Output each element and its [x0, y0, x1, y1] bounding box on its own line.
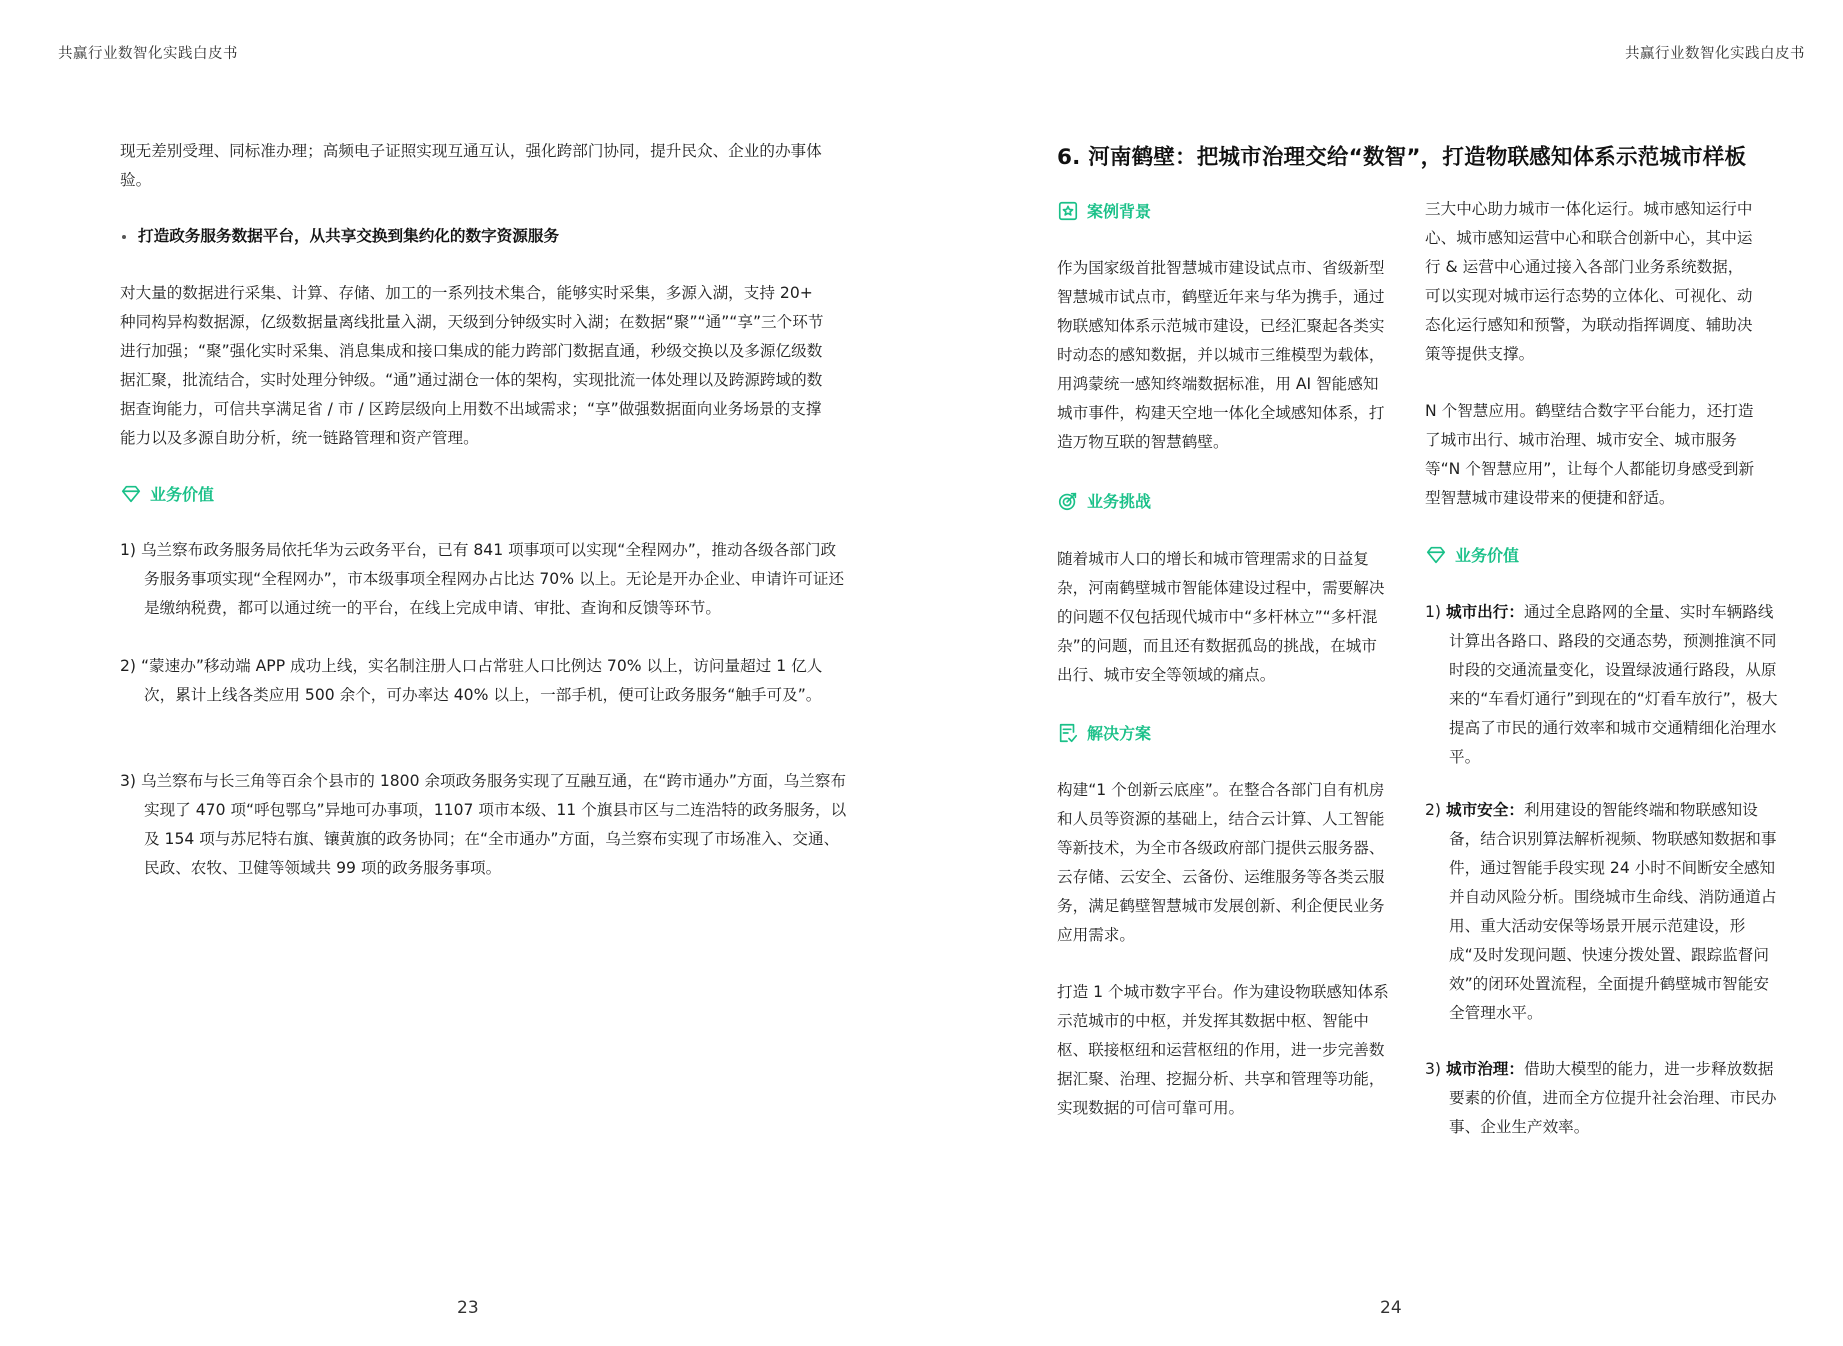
list-item: 1) 乌兰察布政务服务局依托华为云政务平台，已有 841 项事项可以实现“全程网办”，推动各级各部门政务服务事项实现“全程网办”，市本级事项全程网办占比达 70% 以上。无论是开办企业、申请许可证还是缴纳税费，都可以通过统一的平台，在线上完成申请、审批、查询和反馈等环节。	[120, 541, 845, 617]
list-item: 3) 乌兰察布与长三角等百余个县市的 1800 余项政务服务实现了互融互通，在“跨市通办”方面，乌兰察布实现了 470 项“呼包鄂乌”异地可办事项，1107 项市本级、11 个旗县市区与二连浩特的政务服务，以及 154 项与苏尼特右旗、镶黄旗的政务协同；在“全市通办”方面，乌兰察布实现了市场准入、交通、民政、农牧、卫健等领域共 99 项的政务服务事项。	[120, 772, 847, 877]
section-title: 业务价值	[1455, 546, 1520, 565]
bullet-dot	[122, 235, 126, 239]
diamond-icon	[1425, 544, 1447, 566]
continuation-paragraph: 现无差别受理、同标准办理；高频电子证照实现互通互认，强化跨部门协同，提升民众、企业的办事体验。	[120, 142, 822, 189]
list-item-number: 1)	[1425, 603, 1446, 621]
list-item-text: 通过全息路网的全量、实时车辆路线计算出各路口、路段的交通态势，预测推演不同时段的交通流量变化，设置绿波通行路段，从原来的“车看灯通行”到现在的“灯看车放行”，极大提高了市民的通行效率和城市交通精细化治理水平。	[1449, 603, 1778, 766]
list-item-text: 借助大模型的能力，进一步释放数据要素的价值，进而全方位提升社会治理、市民办事、企业生产效率。	[1449, 1060, 1777, 1136]
bullet-heading-text: 打造政务服务数据平台，从共享交换到集约化的数字资源服务	[138, 227, 560, 245]
section-title: 案例背景	[1087, 202, 1152, 221]
section-case-background	[1057, 199, 1151, 222]
solution-paragraph-2: 打造 1 个城市数字平台。作为建设物联感知体系示范城市的中枢，并发挥其数据中枢、智能中枢、联接枢纽和运营枢纽的作用，进一步完善数据汇聚、治理、挖掘分析、共享和管理等功能，实现数据的可信可靠可用。	[1057, 983, 1389, 1117]
list-item-label: 城市治理：	[1445, 1060, 1524, 1078]
target-icon	[1057, 490, 1079, 512]
list-item-label: 城市安全：	[1445, 801, 1524, 819]
platform-paragraph: 对大量的数据进行采集、计算、存储、加工的一系列技术集合，能够实时采集，多源入湖，支持 20+ 种同构异构数据源，亿级数据量离线批量入湖，天级到分钟级实时入湖；在数据“聚”“通”“享”三个环节进行加强；“聚”强化实时采集、消息集成和接口集成的能力跨部门数据直通，秒级交换以及多源亿级数据汇聚，批流结合，实时处理分钟级。“通”通过湖仓一体的架构，实现批流一体处理以及跨源跨域的数据查询能力，可信共享满足省 / 市 / 区跨层级向上用数不出域需求；“享”做强数据面向业务场景的支撑能力以及多源自助分析，统一链路管理和资产管理。	[120, 284, 824, 447]
solution-paragraph-1: 构建“1 个创新云底座”。在整合各部门自有机房和人员等资源的基础上，结合云计算、人工智能等新技术，为全市各级政府部门提供云服务器、云存储、云安全、云备份、运维服务等各类云服务，满足鹤壁智慧城市发展创新、利企便民业务应用需求。	[1057, 781, 1385, 944]
list-item: 2) “蒙速办”移动端 APP 成功上线，实名制注册人口占常驻人口比例达 70% 以上，访问量超过 1 亿人次，累计上线各类应用 500 余个，可办率达 40% 以上，一部手机，便可让政务服务“触手可及”。	[120, 657, 823, 704]
list-item	[1425, 598, 1782, 772]
list-item-number: 2)	[1425, 801, 1446, 819]
diamond-icon	[120, 483, 142, 505]
section-title: 解决方案	[1087, 724, 1152, 743]
list-item	[1425, 1055, 1782, 1142]
challenge-paragraph: 随着城市人口的增长和城市管理需求的日益复杂，河南鹤壁城市智能体建设过程中，需要解决的问题不仅包括现代城市中“多杆林立”“多杆混杂”的问题，而且还有数据孤岛的挑战，在城市出行、城市安全等领域的痛点。	[1057, 550, 1385, 684]
section-title: 业务挑战	[1087, 492, 1152, 511]
three-centers-paragraph: 三大中心助力城市一体化运行。城市感知运行中心、城市感知运营中心和联合创新中心，其中运行 & 运营中心通过接入各部门业务系统数据，可以实现对城市运行态势的立体化、可视化、动态化运行感知和预警，为联动指挥调度、辅助决策等提供支撑。	[1425, 200, 1753, 363]
section-business-value-left	[120, 482, 214, 505]
running-header-right: 共赢行业数智化实践白皮书	[1625, 46, 1805, 62]
star-badge-icon	[1057, 200, 1079, 222]
list-item	[1425, 796, 1782, 1028]
case-title: 6. 河南鹤壁：把城市治理交给“数智”，打造物联感知体系示范城市样板	[1057, 145, 1747, 170]
background-paragraph: 作为国家级首批智慧城市建设试点市、省级新型智慧城市试点市，鹤壁近年来与华为携手，通过物联感知体系示范城市建设，已经汇聚起各类实时动态的感知数据，并以城市三维模型为载体，用鸿蒙统一感知终端数据标准，用 AI 智能感知城市事件，构建天空地一体化全域感知体系，打造万物互联的智慧鹤壁。	[1057, 259, 1385, 451]
section-title: 业务价值	[150, 485, 215, 504]
checklist-icon	[1057, 722, 1079, 744]
page-number-left: 23	[457, 1298, 479, 1318]
running-header-left: 共赢行业数智化实践白皮书	[58, 46, 238, 62]
section-solution	[1057, 721, 1151, 744]
section-business-value-right	[1425, 543, 1519, 566]
list-item-text: 利用建设的智能终端和物联感知设备，结合识别算法解析视频、物联感知数据和事件，通过智能手段实现 24 小时不间断安全感知并自动风险分析。围绕城市生命线、消防通道占用、重大活动安保等场景开展示范建设，形成“及时发现问题、快速分拨处置、跟踪监督问效”的闭环处置流程，全面提升鹤壁城市智能安全管理水平。	[1449, 801, 1777, 1022]
section-business-challenge	[1057, 489, 1151, 512]
list-item-number: 3)	[1425, 1060, 1446, 1078]
n-apps-paragraph: N 个智慧应用。鹤壁结合数字平台能力，还打造了城市出行、城市治理、城市安全、城市服务等“N 个智慧应用”，让每个人都能切身感受到新型智慧城市建设带来的便捷和舒适。	[1425, 402, 1755, 507]
list-item-label: 城市出行：	[1445, 603, 1524, 621]
bullet-heading	[122, 222, 827, 251]
page-number-right: 24	[1380, 1298, 1402, 1318]
